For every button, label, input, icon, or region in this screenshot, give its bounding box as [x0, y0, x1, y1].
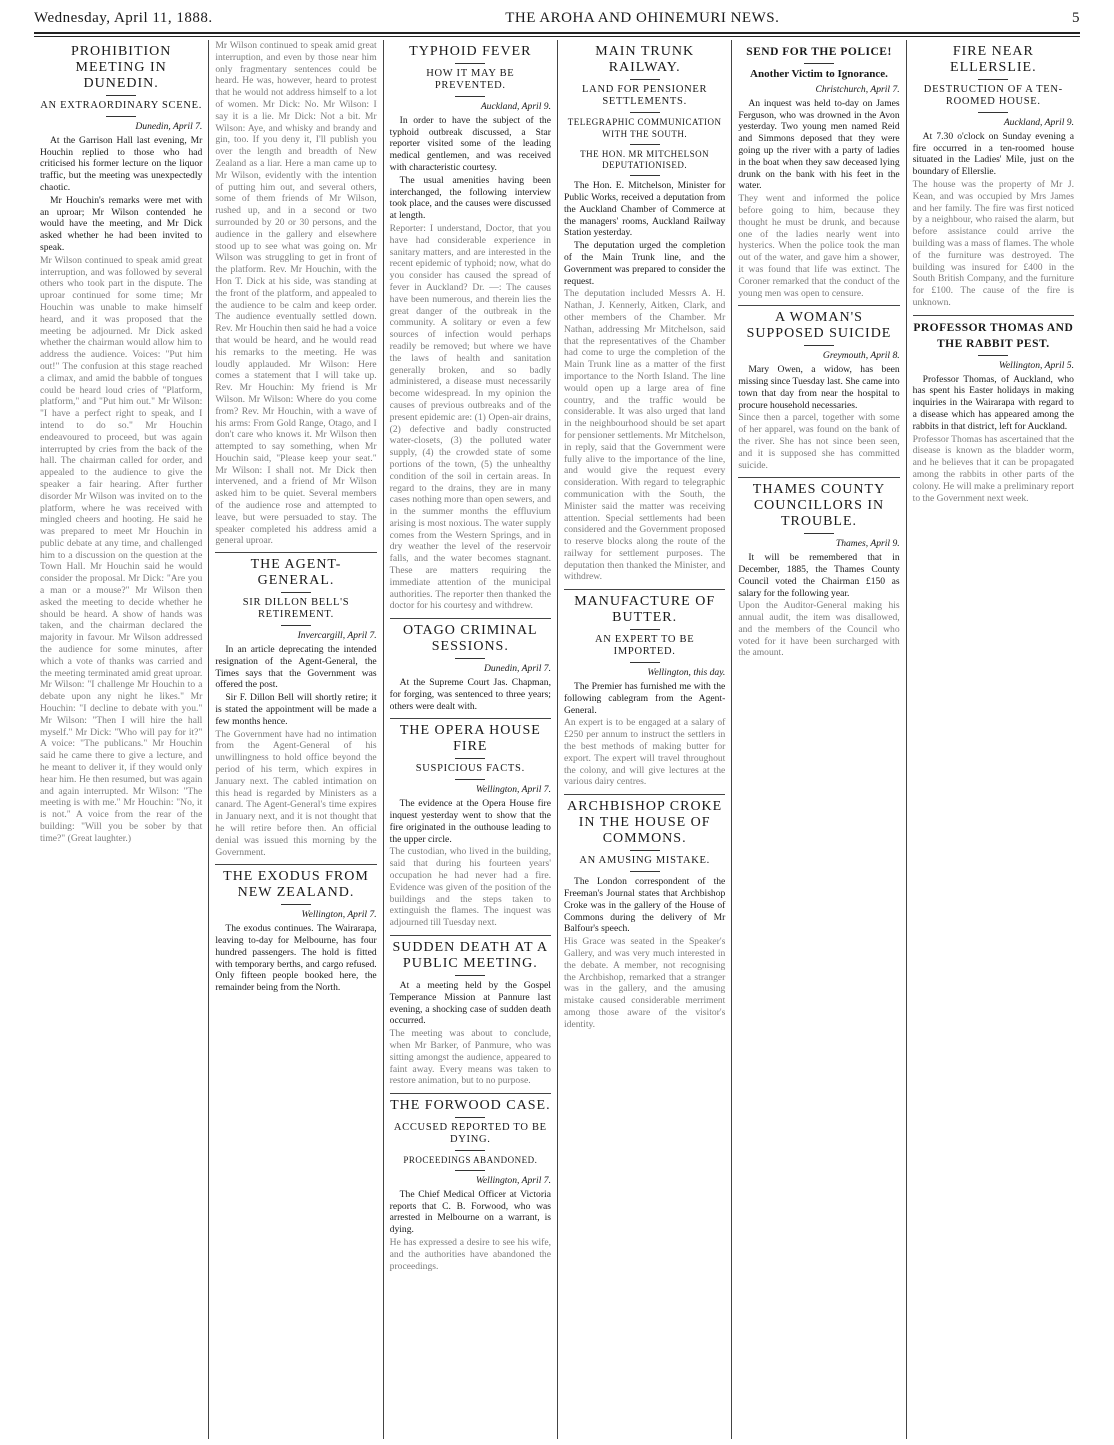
divider	[804, 533, 834, 534]
headline: A WOMAN'S SUPPOSED SUICIDE	[746, 310, 892, 342]
unreadable-text-block: Mr Wilson continued to speak amid great interruption, and even by those near him only fragmentary sentences could be heard. He was, however, heard to protest that he would not address himself to a lot of women. Mr Dick: No. Mr Wilson: I say it is a lie. Mr Dick: Not a bit. Mr Wilson: Aye, and whisky and brandy and gin, too. If you deny it, I'll publish you over the length and breadth of New Zealand as a liar. Here a man came up to Mr Wilson, evidently with the intention of putting him out, and several others, some of them friends of Mr Wilson, rushed up, and in a second or two surrounded by 20 or 30 persons, and the audience in the gallery and elsewhere stood up to see what was going on. Mr Wilson was struggling to get in front of the platform. Rev. Mr Houchin, with the Hon T. Dick at his side, was standing at the front of the platform, and appealed to the audience to be calm and keep order. The audience eventually settled down. Rev. Mr Houchin then said he had a voice that would be heard, and he would read his remarks to the meeting. He was loudly applauded. Mr Wilson: Here comes a statement that I will take up. Rev. Mr Houchin: My friend is Mr Wilson. Mr Wilson: Where do you come from? Rev. Mr Houchin, with a wave of his arms: From Gold Range, Otago, and I don't care who knows it. Mr Wilson then attempted to say something, when Mr Houchin said, "Please keep your seat." Mr Wilson: I shall not. Mr Dick then intervened, and a friend of Mr Wilson asked him to be quiet. Several members of the audience rose and attempted to leave, but were persuaded to stay. The speaker completed his address amid a general uproar.	[215, 40, 377, 547]
divider	[281, 625, 311, 626]
subheading: DESTRUCTION OF A TEN-ROOMED HOUSE.	[923, 84, 1063, 107]
unreadable-text-block: An expert is to be engaged at a salary of £250 per annum to instruct the settlers in the best methods of making butter for export. The expert will travel throughout the colony, and will give lectures at the various dairy centres.	[563, 717, 726, 788]
masthead-page-number: 5	[1072, 9, 1080, 26]
column-rule	[390, 618, 551, 619]
article-forwood-case	[390, 1098, 551, 1272]
divider	[455, 1117, 485, 1118]
divider	[455, 779, 485, 780]
masthead-date: Wednesday, April 11, 1888.	[34, 9, 213, 26]
dateline: Greymouth, April 8.	[822, 350, 900, 362]
article-sudden-death	[390, 940, 551, 1087]
article-fire-near-ellerslie	[913, 44, 1074, 309]
paragraph: At a meeting held by the Gospel Temperance Mission at Pannure last evening, a shocking case of sudden death occurred.	[389, 980, 551, 1027]
headline: SUDDEN DEATH AT A PUBLIC MEETING.	[392, 940, 549, 972]
divider	[281, 904, 311, 905]
divider	[106, 116, 136, 117]
divider	[630, 175, 660, 176]
headline: MAIN TRUNK RAILWAY.	[595, 44, 695, 75]
subheading: AN EXTRAORDINARY SCENE.	[40, 100, 203, 111]
article-typhoid	[390, 44, 551, 612]
unreadable-text-block: His Grace was seated in the Speaker's Gallery, and was very much interested in the debate. A member, not recognising the Archbishop, remarked that a stranger was in the gallery, and the amusing mistake caused considerable merriment among those aware of the visitor's identity.	[563, 936, 726, 1030]
article-exodus	[215, 869, 376, 994]
headline: ARCHBISHOP CROKE IN THE HOUSE OF COMMONS.	[567, 799, 723, 847]
subheading-small: TELEGRAPHIC COMMUNICATION WITH THE SOUTH.	[567, 117, 722, 139]
subheading: SUSPICIOUS FACTS.	[415, 763, 525, 775]
column-rule	[564, 794, 725, 795]
dateline: Invercargill, April 7.	[297, 630, 377, 642]
subheading: Another Victim to Ignorance.	[750, 68, 888, 80]
divider	[978, 355, 1008, 356]
article-womans-supposed-suicide	[738, 310, 899, 471]
dateline: Wellington, April 7.	[301, 909, 377, 921]
column-3	[383, 40, 557, 1439]
dateline: Thames, April 9.	[835, 538, 900, 550]
headline: THE AGENT-GENERAL.	[250, 557, 342, 589]
paragraph: Mr Houchin's remarks were met with an uproar; Mr Wilson contended he would have the meeting, and Mr Dick asked whether he had been invited to speak.	[40, 194, 203, 253]
subheading: SIR DILLON BELL'S RETIREMENT.	[242, 597, 350, 621]
divider	[630, 629, 660, 630]
column-rule	[215, 864, 376, 865]
paragraph: Mary Owen, a widow, has been missing since Tuesday last. She came into town that day from near the hospital to procure household necessaries.	[738, 364, 900, 411]
divider	[455, 975, 485, 976]
paragraph: At the Garrison Hall last evening, Mr Houchin replied to those who had criticised his former lecture on the liquor traffic, but the meeting was unexpectedly chaotic.	[40, 134, 203, 193]
dateline: Christchurch, April 7.	[815, 84, 900, 95]
article-agent-general	[215, 557, 376, 858]
paragraph: The usual amenities having been interchanged, the following interview took place, and the causes were discussed at length.	[389, 174, 551, 222]
unreadable-text-block: Professor Thomas has ascertained that the disease is known as the bladder worm, and he believes that it can be propagated among the rabbits in other parts of the colony. He will make a preliminary report to the Government next week.	[912, 433, 1074, 504]
divider	[455, 1170, 485, 1171]
headline: FIRE NEAR ELLERSLIE.	[950, 44, 1037, 75]
headline: THE EXODUS FROM NEW ZEALAND.	[223, 869, 369, 901]
subheading-small: THE HON. MR MITCHELSON DEPUTATIONISED.	[580, 148, 710, 171]
divider	[455, 63, 485, 64]
masthead-title: THE AROHA AND OHINEMURI NEWS.	[505, 9, 780, 26]
subheading: HOW IT MAY BE PREVENTED.	[426, 68, 515, 91]
masthead	[34, 6, 1080, 30]
divider	[455, 1150, 485, 1151]
subheading: LAND FOR PENSIONER SETTLEMENTS.	[582, 84, 708, 107]
headline: SEND FOR THE POLICE!	[746, 46, 892, 58]
dateline: Auckland, April 9.	[1003, 117, 1074, 128]
column-rule	[564, 589, 725, 590]
dateline: Wellington, April 5.	[998, 359, 1074, 371]
article-send-for-the-police	[738, 44, 899, 299]
headline: THE FORWOOD CASE.	[390, 1098, 551, 1114]
unreadable-text-block: Since then a parcel, together with some of her apparel, was found on the bank of the river. She has not since been seen, and it is supposed she has committed suicide.	[738, 412, 900, 471]
paragraph: At 7.30 o'clock on Sunday evening a fire occurred in a ten-roomed house situated in the Ladies' Mile, just on the boundary of Ellerslie.	[912, 130, 1074, 178]
divider	[630, 144, 660, 145]
column-6	[906, 40, 1080, 1439]
headline: PROHIBITION MEETING IN DUNEDIN.	[70, 44, 172, 91]
headline: MANUFACTURE OF BUTTER.	[574, 594, 716, 626]
unreadable-text-block: He has expressed a desire to see his wife, and the authorities have abandoned the proceedings.	[389, 1236, 551, 1272]
paragraph: The Premier has furnished me with the following cablegram from the Agent-General.	[563, 681, 726, 716]
unreadable-text-block: The house was the property of Mr J. Kean, and was occupied by Mrs James and her family. The fire was first noticed by a neighbour, who raised the alarm, but before assistance could arrive the building was a mass of flames. The whole of the furniture was destroyed. The building was insured for £400 in the South British Company, and the furniture for £100. The cause of the fire is unknown.	[912, 178, 1074, 308]
unreadable-text-block: Mr Wilson continued to speak amid great interruption, and was followed by several others who took part in the dispute. The uproar continued for some time; Mr Houchin was unable to make himself heard, and it was proposed that the meeting be adjourned. Mr Dick asked whether the chairman would allow him to address the audience. Voices: "Put him out!" The confusion at this stage reached a climax, and amid the babble of tongues could be heard loud cries of "Platform, platform," and "Put him out." Mr Wilson: "I have a perfect right to speak, and I intend to do so." Mr Houchin endeavoured to proceed, but was again interrupted by cries from the back of the hall. The chairman called for order, and appealed to the audience to give the speaker a fair hearing. After further disorder Mr Wilson was invited on to the platform, where he was received with mingled cheers and hooting. He said he was prepared to meet Mr Houchin in public debate at any time, and challenged him to a discussion on the question at the Town Hall. Mr Houchin said he would consider the proposal. Mr Dick: "Are you a man or a mouse?" Mr Wilson then asked the meeting to decide whether he should be heard. A show of hands was taken, and the chairman declared the majority in favour. Mr Wilson addressed the audience for some minutes, after which a vote of thanks was carried and the meeting terminated amid great uproar. Mr Wilson: "I challenge Mr Houchin to a debate upon any night he likes." Mr Houchin: "I decline to debate with you." Mr Wilson: "Then I will hire the hall myself." Mr Dick: "Who will pay for it?" A voice: "The publicans." Mr Houchin said he came there to give a lecture, and he meant to deliver it, if they would only hear him. He then resumed, but was again and again interrupted. Mr Wilson: "The meeting is with me." Mr Houchin: "No, it is not." A voice from the rear of the building: "Will you be sober by that time?" (Great laughter.)	[40, 254, 203, 844]
article-otago-criminal	[390, 623, 551, 712]
subheading-small: PROCEEDINGS ABANDONED.	[403, 1155, 538, 1166]
divider	[630, 662, 660, 663]
article-main-trunk-railway	[564, 44, 725, 583]
headline: THAMES COUNTY COUNCILLORS IN TROUBLE.	[752, 482, 886, 530]
paragraph: The evidence at the Opera House fire inquest yesterday went to show that the fire originated in the outhouse leading to the upper circle.	[389, 798, 551, 845]
masthead-rule-thin	[34, 36, 1080, 37]
divider	[630, 850, 660, 851]
dateline: Dunedin, April 7.	[135, 121, 203, 132]
unreadable-text-block: Upon the Auditor-General making his annual audit, the item was disallowed, and the members of the Council who voted for it have been surcharged with the amount.	[738, 600, 900, 659]
headline: TYPHOID FEVER	[409, 44, 532, 59]
article-prohibition	[40, 44, 202, 845]
column-rule	[738, 477, 899, 478]
subheading: ACCUSED REPORTED TO BE DYING.	[393, 1122, 547, 1146]
paragraph: In order to have the subject of the typhoid outbreak discussed, a Star reporter visited some of the leading medical gentlemen, and was received with characteristic courtesy.	[389, 114, 551, 173]
unreadable-text-block: The meeting was about to conclude, when Mr Barker, of Panmure, who was sitting amongst the audience, appeared to faint away. Every means was taken to restore animation, but to no purpose.	[389, 1028, 551, 1087]
headline: OTAGO CRIMINAL SESSIONS.	[403, 623, 538, 655]
paragraph: The London correspondent of the Freeman's Journal states that Archbishop Croke was in the gallery of the House of Commons during the delivery of Mr Balfour's speech.	[563, 876, 726, 935]
paragraph: Sir F. Dillon Bell will shortly retire; it is stated the appointment will be made a few months hence.	[215, 692, 377, 727]
divider	[106, 95, 136, 96]
article-thames-county-councillors	[738, 482, 899, 659]
headline: PROFESSOR THOMAS AND THE RABBIT PEST.	[913, 321, 1074, 350]
paragraph: At the Supreme Court Jas. Chapman, for forging, was sentenced to three years; others were dealt with.	[389, 677, 551, 712]
divider	[978, 79, 1008, 80]
article-manufacture-of-butter	[564, 594, 725, 788]
divider	[804, 63, 834, 64]
masthead-rule	[34, 32, 1080, 34]
divider	[630, 79, 660, 80]
columns	[34, 40, 1080, 1439]
article-opera-house-fire	[390, 723, 551, 929]
divider	[630, 871, 660, 872]
column-rule	[738, 305, 899, 306]
paragraph: The exodus continues. The Wairarapa, leaving to-day for Melbourne, has four hundred passengers. The hold is fitted with temporary berths, and cargo refused. Only fifteen people booked here, the remainder being from the North.	[215, 923, 377, 994]
column-2	[208, 40, 382, 1439]
divider	[281, 592, 311, 593]
paragraph: The Chief Medical Officer at Victoria reports that C. B. Forwood, who was arrested in Melbourne on a warrant, is dying.	[389, 1188, 551, 1236]
paragraph: The deputation urged the completion of the Main Trunk line, and the Government was prepared to consider the request.	[563, 240, 726, 287]
column-rule	[390, 935, 551, 936]
unreadable-text-block: Reporter: I understand, Doctor, that you have had considerable experience in sanitary matters, and are interested in the recent epidemic of typhoid; now, what do you consider has caused the spread of fever in Auckland? Dr. —: The causes have been numerous, and therein lies the great danger of the outbreak in the community. A solitary or even a few sources of infection would perhaps readily be removed; but where we have the laws of health and sanitation generally broken, and so badly administered, a disease must necessarily become widespread. In my opinion the causes of previous outbreaks and of the present epidemic are: (1) Open-air drains, (2) defective and badly constructed water-closets, (3) the polluted water supply, (4) the crowded state of some portions of the town, (5) the unhealthy condition of the soil in certain areas. In regard to the drains, they are in many cases nothing more than open sewers, and in the summer months the effluvium arising is most noxious. The water supply comes from the Western Springs, and in dry weather the level of the reservoir falls, and the water becomes stagnant. These are matters requiring the immediate attention of the municipal authorities. The reporter then thanked the doctor for his courtesy and withdrew.	[389, 222, 551, 612]
headline: THE OPERA HOUSE FIRE	[399, 723, 541, 755]
dateline: Wellington, April 7.	[475, 1174, 551, 1186]
divider	[978, 112, 1008, 113]
column-rule	[215, 552, 376, 553]
subheading: AN AMUSING MISTAKE.	[579, 855, 710, 867]
unreadable-text-block: The custodian, who lived in the building, said that during his fourteen years' occupation he had never had a fire. Evidence was given of the position of the buildings and the steps taken to extinguish the flames. The inquest was adjourned till Tuesday next.	[389, 846, 551, 929]
divider	[455, 96, 485, 97]
subheading: AN EXPERT TO BE IMPORTED.	[594, 634, 695, 658]
column-rule	[390, 718, 551, 719]
divider	[630, 112, 660, 113]
column-rule	[913, 315, 1074, 316]
dateline: Auckland, April 9.	[480, 101, 551, 112]
article-professor-thomas-rabbit-pest	[913, 320, 1074, 505]
divider	[804, 345, 834, 346]
dateline: Wellington, April 7.	[475, 784, 551, 796]
article-archbishop-croke	[564, 799, 725, 1030]
paragraph: It will be remembered that in December, 1885, the Thames County Council voted the Chairman £150 as salary for the following year.	[738, 552, 900, 599]
column-5	[731, 40, 905, 1439]
divider	[455, 658, 485, 659]
paragraph: An inquest was held to-day on James Ferguson, who was drowned in the Avon yesterday. Two young men named Reid and Simmons deposed that they were going up the river with a party of ladies in the boat when they saw deceased lying drunk on the bank with his feet in the water.	[738, 97, 900, 192]
column-rule	[390, 1093, 551, 1094]
paragraph: The Hon. E. Mitchelson, Minister for Public Works, received a deputation from the Auckland Chamber of Commerce at the managers' rooms, Auckland Railway Station yesterday.	[563, 180, 726, 239]
paragraph: Professor Thomas, of Auckland, who has spent his Easter holidays in making inquiries in the Wairarapa with regard to a disease which has appeared among the rabbits in that district, left for Auckland.	[912, 373, 1074, 432]
column-4	[557, 40, 731, 1439]
unreadable-text-block: They went and informed the police before going to him, because they thought he must be drunk, and because one of the ladies nearly went into hysterics. When the police took the man out of the water, and gave him a shower, it was found that life was extinct. The Coroner remarked that the conduct of the young men was open to censure.	[738, 193, 900, 299]
divider	[455, 758, 485, 759]
unreadable-text-block: The deputation included Messrs A. H. Nathan, J. Kennerly, Aitken, Clark, and other members of the Chamber. Mr Nathan, addressing Mr Mitchelson, said that the representatives of the Chamber had come to urge the completion of the Main Trunk line as a matter of the first importance to the North Island. The line would open up a large area of fine country, and the traffic would be considerable. It was also urged that land in the neighbourhood should be set apart for pensioner settlements. Mr Mitchelson, in reply, said that the Government were fully alive to the importance of the line, and would give the request every consideration. With regard to telegraphic communication with the South, the Minister said the matter was receiving attention. Special settlements had been considered and the Government proposed to reserve blocks along the route of the railway for settlement purposes. The deputation then thanked the Minister, and withdrew.	[563, 288, 726, 583]
column-1	[34, 40, 208, 1439]
unreadable-text-block: The Government have had no intimation from the Agent-General of his unwillingness to hold office beyond the period of his term, which expires in January next. The cabled intimation on this head is regarded by Ministers as a canard. The Agent-General's time expires in January next, and it is not thought that he will retire before then. An official denial was issued this morning by the Government.	[215, 728, 377, 858]
dateline: Wellington, this day.	[647, 667, 726, 679]
paragraph: In an article deprecating the intended resignation of the Agent-General, the Times says that the Government was offered the post.	[215, 644, 377, 691]
dateline: Dunedin, April 7.	[484, 663, 551, 675]
